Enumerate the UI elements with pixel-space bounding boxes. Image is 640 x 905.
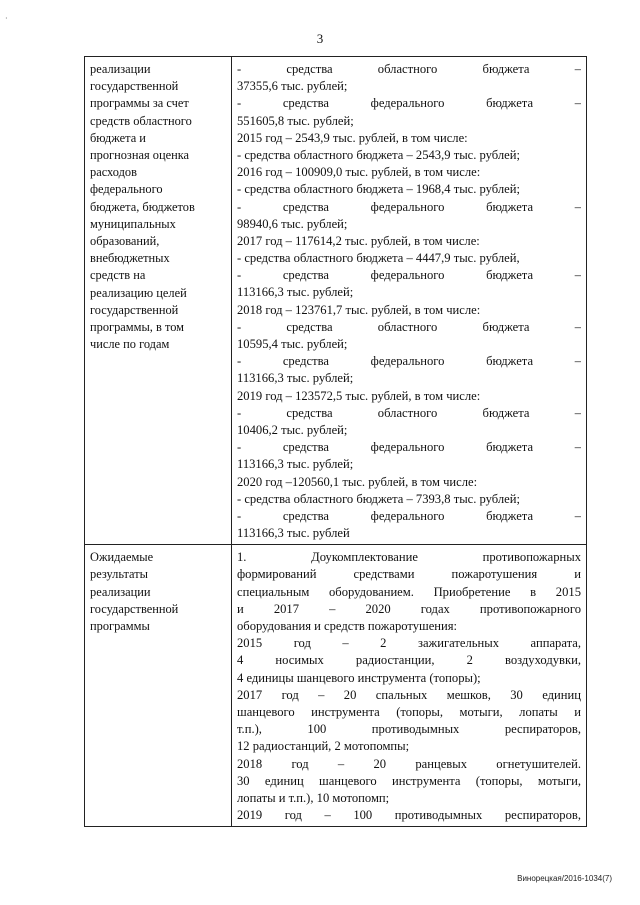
content-line: 2020 год –120560,1 тыс. рублей, в том числе:: [237, 474, 478, 489]
content-line: 113166,3 тыс. рублей;: [237, 371, 354, 386]
content-line: 37355,6 тыс. рублей;: [237, 79, 348, 94]
row-label-line: государственной: [90, 601, 179, 616]
row-label-line: государственной: [90, 79, 179, 94]
content-line: 2018 год – 123761,7 тыс. рублей, в том числе:: [237, 302, 481, 317]
content-line: 2015 год – 2 зажигательных аппарата,: [237, 636, 581, 651]
content-line: - средства федерального бюджета –: [237, 268, 581, 283]
content-line: 2017 год – 20 спальных мешков, 30 единиц: [237, 687, 581, 702]
content-line: т.п.), 100 противодымных респираторов,: [237, 722, 581, 737]
row-label-line: результаты: [90, 567, 148, 582]
content-line: 113166,3 тыс. рублей;: [237, 285, 354, 300]
row-content-cell: [232, 57, 587, 545]
row-label-line: Ожидаемые: [90, 550, 154, 565]
content-line: 30 единиц шанцевого инструмента (топоры, мотыги,: [237, 773, 581, 788]
row-label-line: числе по годам: [90, 337, 170, 352]
content-line: 113166,3 тыс. рублей: [237, 526, 350, 541]
content-line: - средства областного бюджета – 2543,9 тыс. рублей;: [237, 147, 521, 162]
content-line: 1. Доукомплектование противопожарных: [237, 550, 581, 565]
row-label-line: реализации: [90, 62, 151, 76]
content-line: - средства областного бюджета – 4447,9 тыс. рублей,: [237, 251, 520, 266]
content-line: 4 носимых радиостанции, 2 воздуходувки,: [237, 653, 581, 668]
content-line: 2018 год – 20 ранцевых огнетушителей.: [237, 756, 581, 771]
row-label-line: программы за счет: [90, 96, 189, 111]
content-line: 113166,3 тыс. рублей;: [237, 457, 354, 472]
table-row: [85, 545, 587, 827]
content-line: - средства областного бюджета – 7393,8 тыс. рублей;: [237, 491, 521, 506]
content-line: и 2017 – 2020 годах противопожарного: [237, 601, 581, 616]
content-line: 2019 год – 123572,5 тыс. рублей, в том числе:: [237, 388, 481, 403]
document-code: Винорецкая/2016-1034(7): [517, 874, 612, 883]
content-line: 4 единицы шанцевого инструмента (топоры);: [237, 670, 481, 685]
content-line: - средства федерального бюджета –: [237, 199, 581, 214]
row-label-line: реализацию целей: [90, 285, 187, 300]
content-line: 551605,8 тыс. рублей;: [237, 113, 354, 128]
row-label-line: государственной: [90, 302, 179, 317]
row-label-line: бюджета, бюджетов: [90, 199, 195, 214]
row-label-line: федерального: [90, 182, 163, 197]
content-line: специальным оборудованием. Приобретение в 2015: [237, 584, 581, 599]
content-line: 2019 год – 100 противодымных респираторов,: [237, 808, 581, 823]
row-label-line: внебюджетных: [90, 251, 170, 266]
row-label-cell: [85, 57, 232, 545]
row-label-cell: [85, 545, 232, 827]
content-line: 2015 год – 2543,9 тыс. рублей, в том числе:: [237, 130, 468, 145]
row-content-cell: [232, 545, 587, 827]
content-line: - средства областного бюджета –: [237, 62, 581, 76]
content-line: - средства областного бюджета – 1968,4 тыс. рублей;: [237, 182, 521, 197]
corner-mark: ·: [5, 14, 8, 23]
row-label-line: прогнозная оценка: [90, 148, 190, 163]
content-line: формирований средствами пожаротушения и: [237, 567, 581, 582]
content-line: 2016 год – 100909,0 тыс. рублей, в том числе:: [237, 165, 481, 180]
content-line: - средства областного бюджета –: [237, 319, 581, 334]
content-line: шанцевого инструмента (топоры, мотыги, лопаты и: [237, 704, 581, 719]
content-line: - средства федерального бюджета –: [237, 354, 581, 369]
content-line: - средства федерального бюджета –: [237, 508, 581, 523]
row-label-line: средств на: [90, 268, 146, 283]
content-line: 12 радиостанций, 2 мотопомпы;: [237, 739, 410, 754]
content-line: - средства федерального бюджета –: [237, 96, 581, 111]
row-label-line: программы: [90, 619, 150, 634]
page-number: 3: [316, 31, 324, 46]
content-line: 2017 год – 117614,2 тыс. рублей, в том числе:: [237, 233, 480, 248]
content-line: лопаты и т.п.), 10 мотопомп;: [237, 790, 390, 805]
row-label-line: образований,: [90, 234, 160, 249]
content-line: - средства областного бюджета –: [237, 405, 581, 420]
row-label-line: муниципальных: [90, 216, 176, 231]
content-line: - средства федерального бюджета –: [237, 440, 581, 455]
row-label-line: средств областного: [90, 113, 192, 128]
row-label-line: расходов: [90, 165, 137, 180]
table-row: [85, 57, 587, 545]
content-line: 10595,4 тыс. рублей;: [237, 337, 348, 351]
row-label-line: бюджета и: [90, 130, 146, 145]
row-label-line: реализации: [90, 584, 151, 599]
content-line: оборудования и средств пожаротушения:: [237, 619, 458, 633]
content-line: 10406,2 тыс. рублей;: [237, 422, 348, 437]
program-table: [84, 56, 587, 827]
content-line: 98940,6 тыс. рублей;: [237, 216, 348, 231]
row-label-line: программы, в том: [90, 320, 185, 335]
